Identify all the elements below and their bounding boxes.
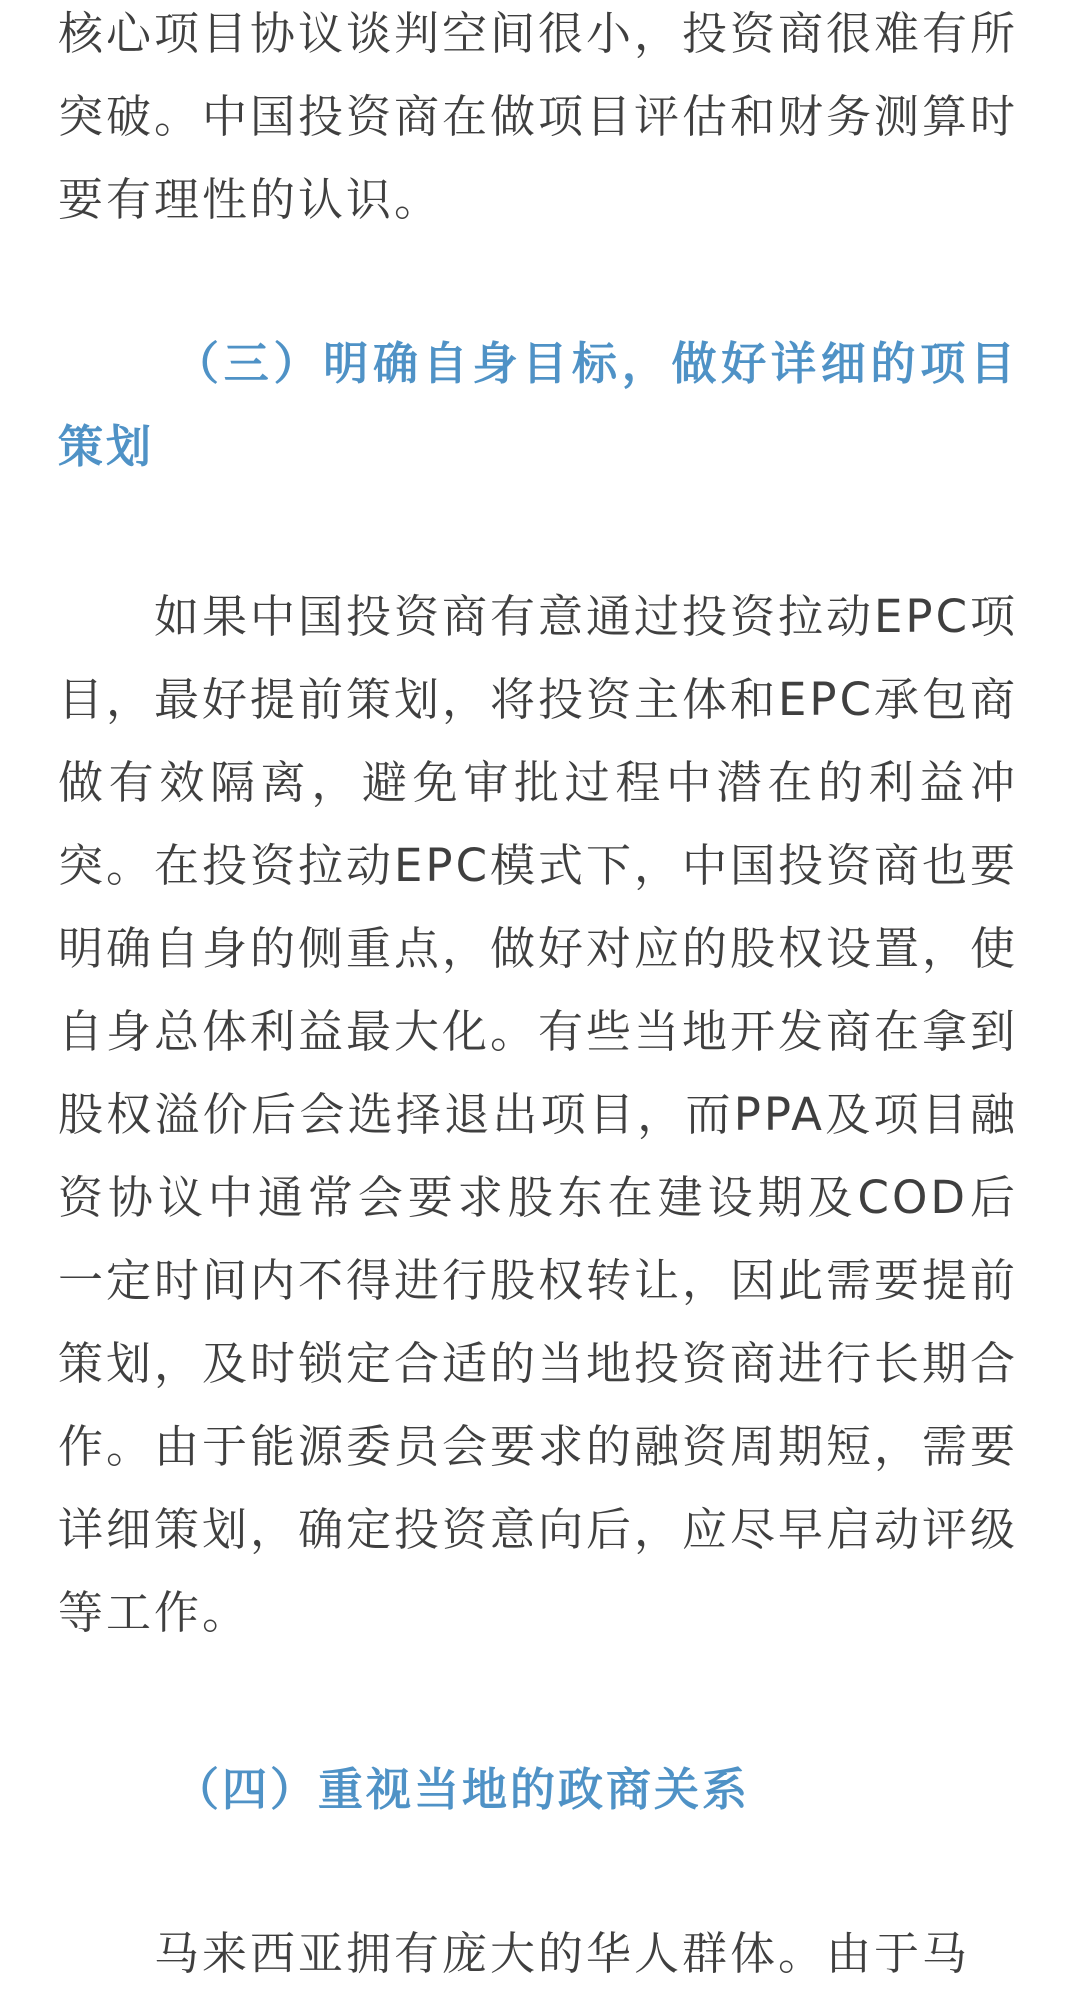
paragraph-section-4: 马来西亚拥有庞大的华人群体。由于马	[154, 1927, 971, 1980]
paragraph-continued: 核心项目协议谈判空间很小，投资商很难有所突破。中国投资商在做项目评估和财务测算时要有理性的认识。	[58, 7, 1019, 226]
section-heading-3: （三）明确自身目标，做好详细的项目策划	[58, 337, 1018, 473]
paragraph-section-3: 如果中国投资商有意通过投资拉动EPC项目，最好提前策划，将投资主体和EPC承包商做有效隔离，避免审批过程中潜在的利益冲突。在投资拉动EPC模式下，中国投资商也要明确自身的侧重点，做好对应的股权设置，使自身总体利益最大化。有些当地开发商在拿到股权溢价后会选择退出项目，而PPA及项目融资协议中通常会要求股东在建设期及COD后一定时间内不得进行股权转让，因此需要提前策划，及时锁定合适的当地投资商进行长期合作。由于能源委员会要求的融资周期短，需要详细策划，确定投资意向后，应尽早启动评级等工作。	[58, 590, 1019, 1639]
section-heading-4: （四）重视当地的政商关系	[174, 1763, 751, 1816]
